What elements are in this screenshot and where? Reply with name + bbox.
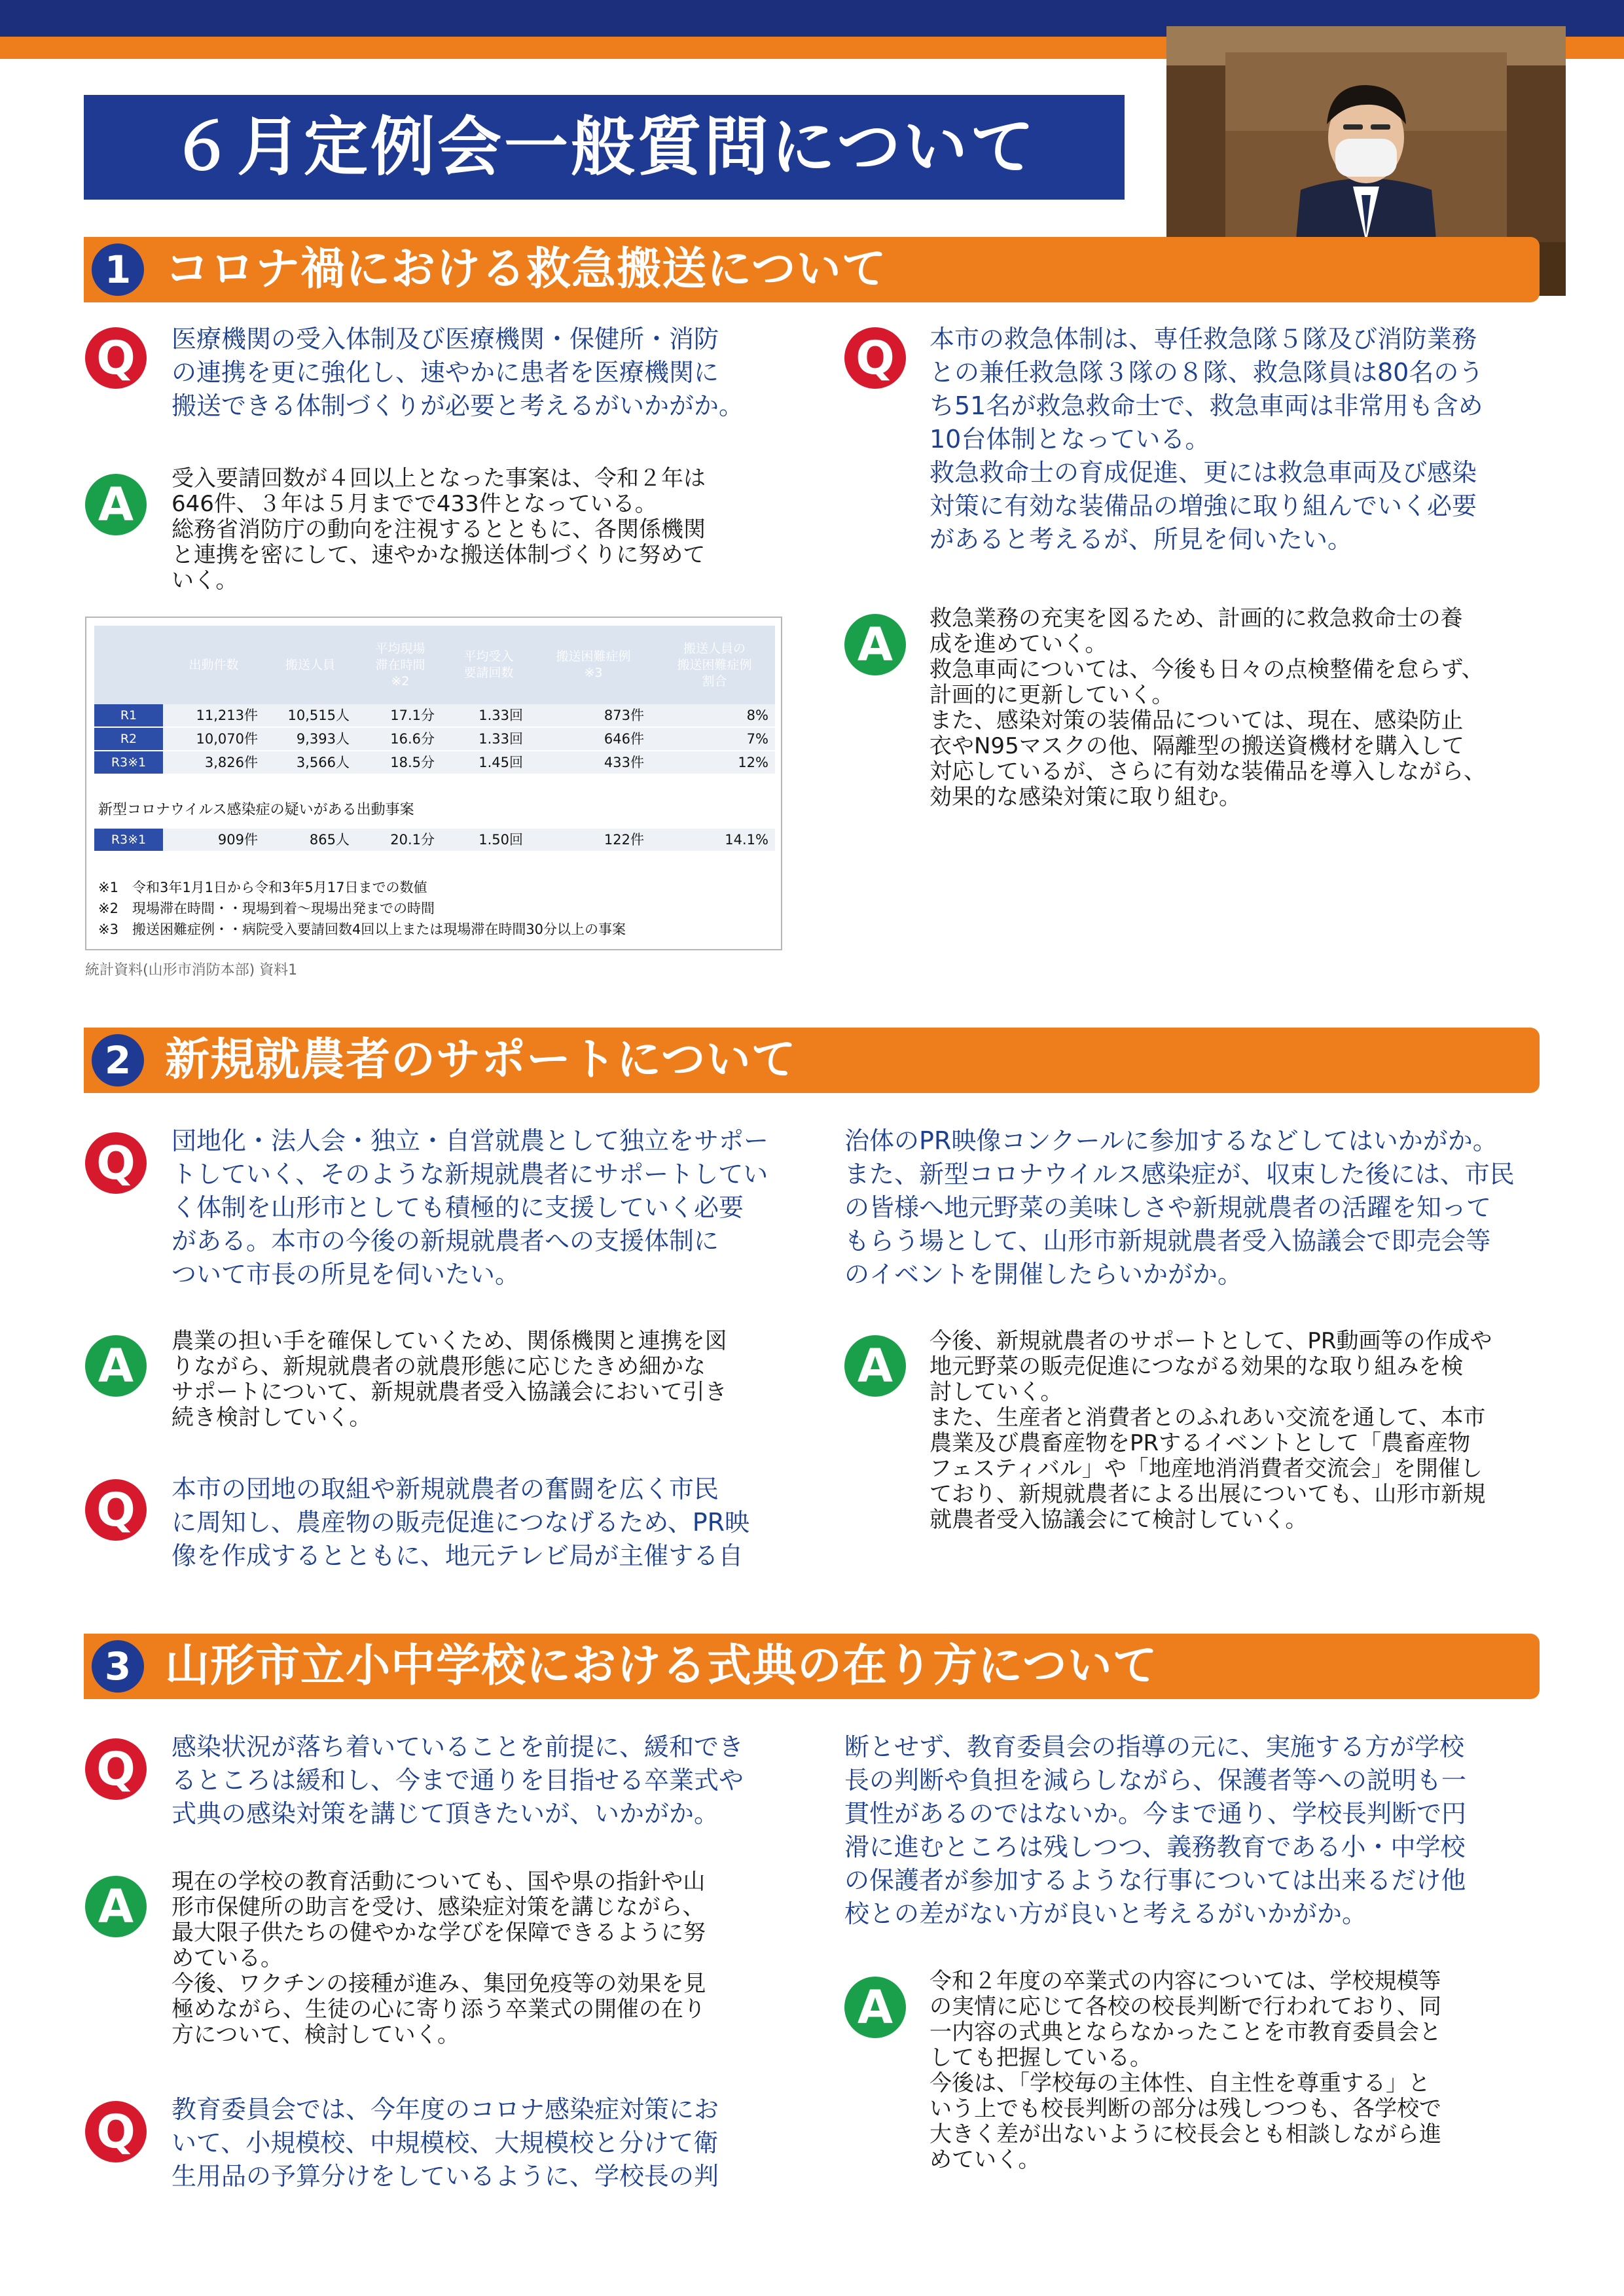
table-cell: 1.50回 (478, 832, 523, 848)
section-3-number: 3 (92, 1640, 144, 1693)
table-sub-row (94, 829, 775, 851)
table-row (94, 728, 775, 750)
page-title: ６月定例会一般質問について (170, 110, 1038, 185)
table-header-cell: 搬送人員の 搬送困難症例 割合 (677, 641, 752, 689)
section-3-q2-text: 教育委員会では、今年度のコロナ感染症対策にお いて、小規模校、中規模校、大規模校と分けて衛 生用品の予算分けをしているように、学校長の判 (171, 2095, 719, 2191)
table-cell: 20.1分 (390, 832, 435, 848)
table-note: ※2 現場滞在時間・・現場到着〜現場出発までの時間 (98, 901, 435, 916)
section-3-q1-text: 感染状況が落ち着いていることを前提に、緩和でき るところは緩和し、今まで通りを目指せる卒業式や 式典の感染対策を講じて頂きたいが、いかがか。 (171, 1732, 744, 1828)
section-3-a1-badge: A (85, 1876, 147, 1937)
table-header-cell (94, 626, 163, 704)
table-row-label: R3※1 (94, 751, 163, 774)
section-3-q1-badge: Q (85, 1738, 147, 1800)
table-cell: 7% (746, 731, 768, 747)
section-2-q1-badge: Q (85, 1132, 147, 1194)
table-cell: 1.45回 (478, 755, 523, 770)
section-1-q2-text: 本市の救急体制は、専任救急隊５隊及び消防業務 との兼任救急隊３隊の８隊、救急隊員は80名のう ち51名が救急救命士で、救急車両は非常用も含め 10台体制となっている。 救急救命士の育成促進、更には救急車両及び感染 対策に有効な装備品の増強に取り組んでいく必要 があると考えるが、所見を伺いたい。 (929, 325, 1484, 554)
section-3-q2-badge: Q (85, 2101, 147, 2162)
section-1-q2-badge: Q (844, 327, 906, 389)
table-cell: 9,393人 (296, 731, 350, 747)
section-2-q2-text: 本市の団地の取組や新規就農者の奮闘を広く市民 に周知し、農産物の販売促進につなげるため、PR映 像を作成するとともに、地元テレビ局が主催する自 (171, 1475, 750, 1570)
section-1-a2-badge: A (844, 614, 906, 675)
section-3-title: 山形市立小中学校における式典の在り方について (165, 1640, 1158, 1692)
table-row-label: R3※1 (94, 829, 163, 851)
section-2-a2-badge: A (844, 1335, 906, 1397)
table-note: ※3 搬送困難症例・・病院受入要請回数4回以上または現場滞在時間30分以上の事案 (98, 922, 626, 937)
section-1-title: コロナ禍における救急搬送について (165, 243, 887, 295)
section-1-q1-text: 医療機関の受入体制及び医療機関・保健所・消防 の連携を更に強化し、速やかに患者を医療機関に 搬送できる体制づくりが必要と考えるがいかがか。 (171, 325, 744, 420)
table-cell: 1.33回 (478, 731, 523, 747)
table-cell: 11,213件 (196, 708, 258, 723)
table-cell: 646件 (604, 731, 644, 747)
section-2-q1-text: 団地化・法人会・独立・自営就農として独立をサポー トしていく、そのような新規就農者にサポートしてい く体制を山形市としても積極的に支援していく必要 がある。本市の今後の新規就農者への支援体制に ついて市長の所見を伺いたい。 (171, 1126, 769, 1289)
section-2-a1-text: 農業の担い手を確保していくため、関係機関と連携を図 りながら、新規就農者の就農形態に応じたきめ細かな サポートについて、新規就農者受入協議会において引き 続き検討していく。 (171, 1328, 727, 1431)
section-1-q1-badge: Q (85, 327, 147, 389)
table-cell: 18.5分 (390, 755, 435, 770)
table-header-cell: 平均現場 滞在時間 ※2 (375, 641, 425, 689)
table-cell: 8% (746, 708, 768, 723)
table-cell: 16.6分 (390, 731, 435, 747)
section-2-q2-badge: Q (85, 1479, 147, 1541)
table-cell: 433件 (604, 755, 644, 770)
table-cell: 909件 (217, 832, 258, 848)
section-1-a1-text: 受入要請回数が４回以上となった事案は、令和２年は 646件、３年は５月までで433件となっている。 総務省消防庁の動向を注視するとともに、各関係機関 と連携を密にして、速やかな搬送体制づくりに努めて いく。 (171, 465, 706, 594)
section-3-q2-continued-text: 断とせず、教育委員会の指導の元に、実施する方が学校 長の判断や負担を減らしながら、保護者等への説明も一 貫性があるのではないか。今まで通り、学校長判断で円 滑に進むところは残しつつ、義務教育である小・中学校 の保護者が参加するような行事については出来るだけ他 校との差がない方が良いと考えるがいかがか。 (844, 1732, 1467, 1928)
section-1-a2-text: 救急業務の充実を図るため、計画的に救急救命士の養 成を進めていく。 救急車両については、今後も日々の点検整備を怠らず、 計画的に更新していく。 また、感染対策の装備品については、現在、感染防止 衣やN95マスクの他、隔離型の搬送資機材を購入して 対応しているが、さらに有効な装備品を導入しながら、 効果的な感染対策に取り組む。 (929, 605, 1486, 810)
table-header-cell: 出動件数 (189, 657, 239, 672)
section-3-a1-text: 現在の学校の教育活動についても、国や県の指針や山 形市保健所の助言を受け、感染症対策を講じながら、 最大限子供たちの健やかな学びを保障できるように努 めている。 今後、ワクチンの接種が進み、集団免疫等の効果を見 極めながら、生徒の心に寄り添う卒業式の開催の在り 方について、検討していく。 (171, 1869, 706, 2048)
section-2-q2-continued-text: 治体のPR映像コンクールに参加するなどしてはいかがか。 また、新型コロナウイルス感染症が、収束した後には、市民 の皆様へ地元野菜の美味しさや新規就農者の活躍を知って もらう場として、山形市新規就農者受入協議会で即売会等 のイベントを開催したらいかがか。 (844, 1126, 1515, 1289)
table-cell: 3,826件 (204, 755, 258, 770)
section-2-number: 2 (92, 1034, 144, 1086)
table-cell: 865人 (309, 832, 350, 848)
table-source: 統計資料(山形市消防本部) 資料1 (85, 962, 298, 978)
table-header-row (94, 626, 775, 704)
table-header-cell: 平均受入 要請回数 (463, 649, 514, 680)
section-2-a1-badge: A (85, 1335, 147, 1397)
section-2-title: 新規就農者のサポートについて (165, 1034, 797, 1086)
table-cell: 122件 (604, 832, 644, 848)
table-row (94, 704, 775, 726)
section-3-a2-text: 令和２年度の卒業式の内容については、学校規模等 の実情に応じて各校の校長判断で行われており、同 一内容の式典とならなかったことを市教育委員会と しても把握している。 今後は、「学校毎の主体性、自主性を尊重する」と いう上でも校長判断の部分は残しつつも、各学校で 大きく差が出ないように校長会とも相談しながら進 めていく。 (929, 1968, 1441, 2173)
section-2-a2-text: 今後、新規就農者のサポートとして、PR動画等の作成や 地元野菜の販売促進につながる効果的な取り組みを検 討していく。 また、生産者と消費者とのふれあい交流を通して、本市 農業及び農畜産物をPRするイベントとして「農畜産物 フェスティバル」や「地産地消消費者交流会」を開催し ており、新規就農者による出展についても、山形市新規 就農者受入協議会にて検討していく。 (929, 1328, 1492, 1533)
table-note: ※1 令和3年1月1日から令和3年5月17日までの数値 (98, 880, 427, 895)
table-cell: 17.1分 (390, 708, 435, 723)
table-cell: 3,566人 (296, 755, 350, 770)
table-row-label: R1 (94, 704, 163, 726)
table-row (94, 751, 775, 774)
table-cell: 12% (738, 755, 768, 770)
table-cell: 14.1% (725, 832, 768, 848)
section-3-a2-badge: A (844, 1977, 906, 2038)
table-header-cell: 搬送困難症例 ※3 (556, 649, 631, 680)
table-cell: 10,070件 (196, 731, 258, 747)
table-cell: 1.33回 (478, 708, 523, 723)
section-1-a1-badge: A (85, 474, 147, 535)
table-cell: 10,515人 (287, 708, 350, 723)
table-header-cell: 搬送人員 (285, 657, 335, 672)
section-1-number: 1 (92, 243, 144, 296)
table-sub-caption: 新型コロナウイルス感染症の疑いがある出動事案 (98, 802, 414, 818)
table-cell: 873件 (604, 708, 644, 723)
table-row-label: R2 (94, 728, 163, 750)
